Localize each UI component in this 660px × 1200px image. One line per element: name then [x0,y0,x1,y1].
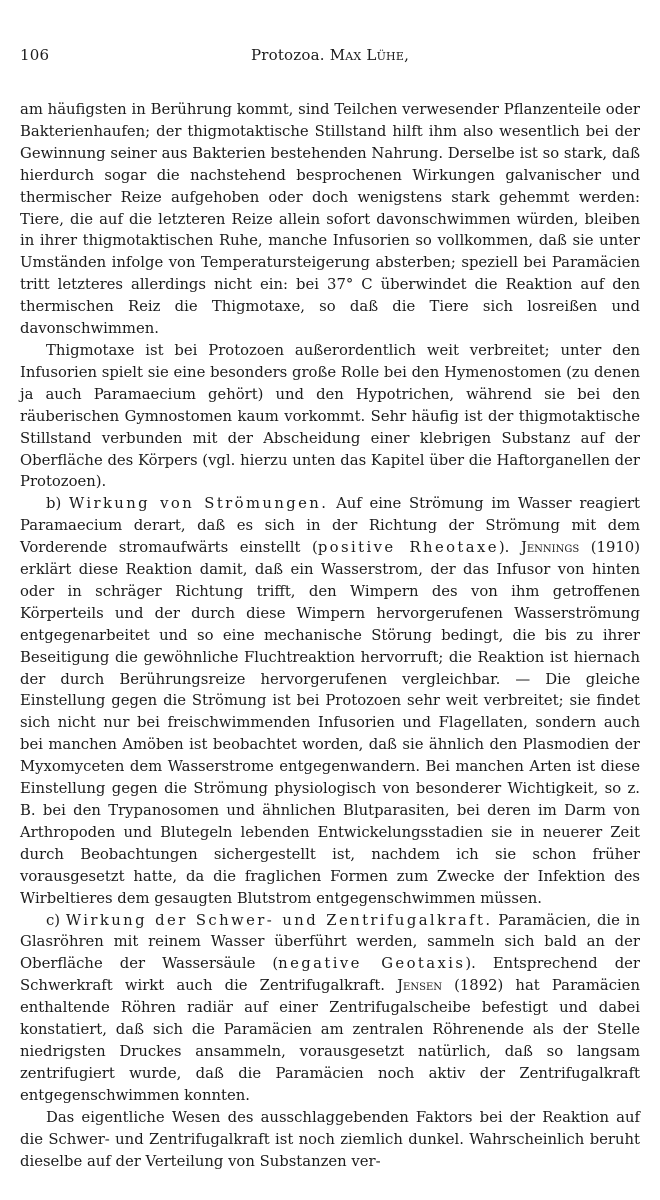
section-letter-b: b) [46,495,69,513]
running-title-text: Protozoa. [250,46,325,64]
section-letter-c: c) [46,911,66,929]
paragraph-schwerkraft [20,910,640,1107]
text-segment: ). [498,539,521,557]
text-segment: (1892) hat Paramäcien enthaltende Röhren radiär auf einer Zentrifugalscheibe befestigt und dabei konstatiert, daß sich die Paramäcien am zentralen Röhrenende als der Stelle niedrigsten Druckes ansammeln, vorausgesetzt natürlich, daß so langsam zentrifugiert wurde, daß die Paramäcien noch aktiv der Zentrifugalkraft entgegenschwimmen konnten. [20,977,641,1104]
text-segment: Auf eine Strömung im Wasser reagiert Paramaecium derart, daß es sich in der Richtung der Strömung mit dem Vorderende stromaufwärts einstellt ( [20,495,640,557]
text-segment: ). Entsprechend der Schwerkraft wirkt auch die Zentrifugalkraft. [20,955,640,995]
running-header [20,38,640,68]
author-name: Max Lühe, [329,46,410,64]
section-heading-stroemungen: Wirkung von Strömungen. [68,495,329,513]
text-segment: Paramäcien, die in Glasröhren mit reinem Wasser überführt werden, sammeln sich bald an der Oberfläche der Wassersäule ( [20,911,641,973]
book-page [20,38,640,1172]
cited-author-jensen: Jensen [397,977,443,995]
paragraph-wesen: Das eigentliche Wesen des ausschlaggebenden Faktors bei der Reaktion auf die Schwer- und Zentrifugalkraft ist noch ziemlich dunkel. Wahrscheinlich beruht dieselbe auf der Verteilung von Substanzen ver- [20,1108,640,1170]
text-segment: (1910) erklärt diese Reaktion damit, daß ein Wasserstrom, der das Infusor von hinten oder in schräger Richtung trifft, den Wimpern des von ihm getroffenen Körperteils und der durch diese Wimpern hervorgerufenen Wasserströmung entgegenarbeitet und so eine mechanische Störung bedingt, die bis zu ihrer Beseitigung die gewöhnliche Fluchtreaktion hervorruft; die Reaktion ist hiernach der durch Berührungsreize hervorgerufenen vergleichbar. — Die gleiche Einstellung gegen die Strömung ist bei Protozoen sehr weit verbreitet; sie findet sich nicht nur bei freischwimmenden Infusorien und Flagellaten, sondern auch bei manchen Amöben ist beobachtet worden, daß sie ähnlich den Plasmodien der Myxomyceten dem Wasserstrome entgegenwandern. Bei manchen Arten ist diese Einstellung gegen die Strömung physiologisch von besonderer Wichtigkeit, so z. B. bei den Trypanosomen und ähnlichen Blutparasiten, bei deren im Darm von Arthropoden und Blutegeln lebenden Entwickelungsstadien sie in neuerer Zeit durch Beobachtungen sichergestellt ist, nachdem ich sie schon früher vorausgesetzt hatte, da die fraglichen Formen zum Zwecke der Infektion des Wirbeltieres dem gesaugten Blutstrom entgegenschwimmen müssen. [20,539,640,907]
running-title [20,46,640,64]
paragraph-stroemungen [20,493,640,909]
cited-author-jennings: Jennings [520,539,580,557]
term-rheotaxe: positive Rheotaxe [317,539,499,557]
term-geotaxis: negative Geotaxis [278,955,466,973]
section-heading-schwerkraft: Wirkung der Schwer- und Zentrifugalkraft. [65,911,493,929]
paragraph-1: am häufigsten in Berührung kommt, sind Teilchen verwesender Pflanzenteile oder Bakterienhaufen; der thigmotaktische Stillstand hilft ihm also wesentlich bei der Gewinnung seiner aus Bakterien bestehenden Nahrung. Derselbe ist so stark, daß hierdurch sogar die nachstehend besprochenen Wirkungen galvanischer und thermischer Reize aufgehoben oder doch wenigstens stark gehemmt werden: Tiere, die auf die letzteren Reize allein sofort davonschwimmen würden, bleiben in ihrer thigmotaktischen Ruhe, manche Infusorien so vollkommen, daß sie unter Umständen infolge von Temperatursteigerung absterben; speziell bei Paramäcien tritt letzteres allerdings nicht ein: bei 37° C überwindet die Reaktion auf den thermischen Reiz die Thigmotaxe, so daß die Tiere sich losreißen und davonschwimmen. [20,101,640,338]
page-number: 106 [20,46,50,64]
body-text [20,99,640,1172]
paragraph-thigmotaxe: Thigmotaxe ist bei Protozoen außerordentlich weit verbreitet; unter den Infusorien spielt sie eine besonders große Rolle bei den Hymenostomen (zu denen ja auch Paramaecium gehört) und den Hypotrichen, während sie bei den räuberischen Gymnostomen kaum vorkommt. Sehr häufig ist der thigmotaktische Stillstand verbunden mit der Abscheidung einer klebrigen Substanz auf der Oberfläche des Körpers (vgl. hierzu unten das Kapitel über die Haftorganellen der Protozoen). [20,341,640,491]
